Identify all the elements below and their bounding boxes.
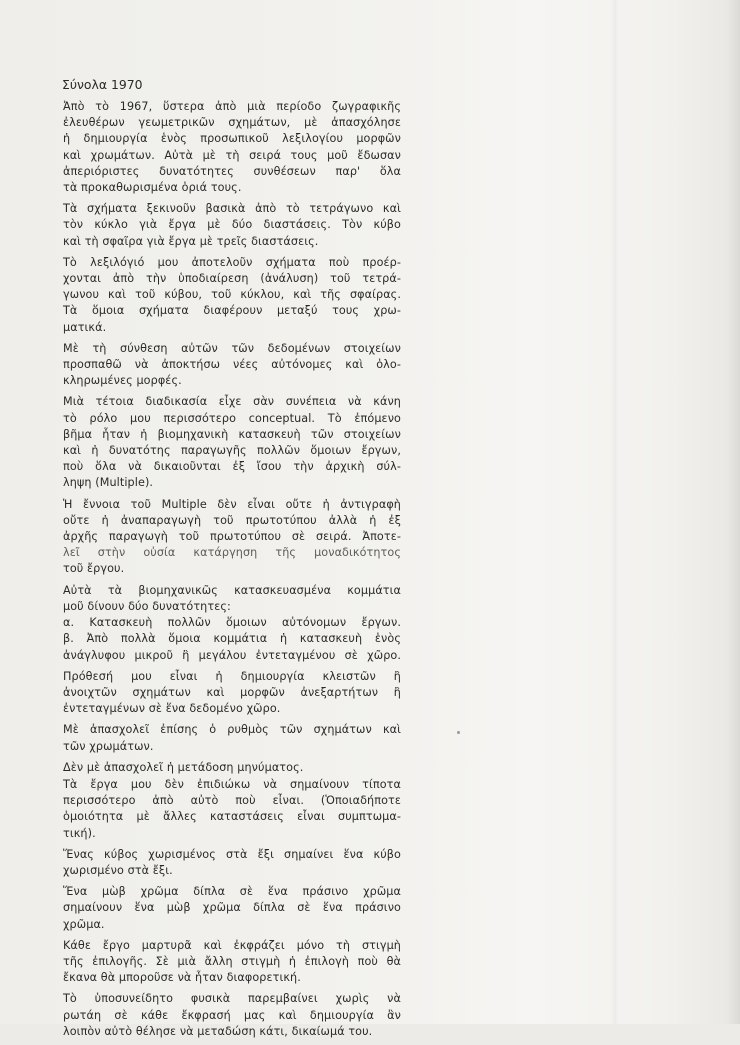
text-line: ματικά. <box>63 320 107 334</box>
list-item: β. Ἀπὸ πολλὰ ὅμοια κομμάτια ἡ κατασκευὴ ἑνὸς <box>63 632 401 646</box>
text-line: οὔτε ἡ ἀναπαραγωγὴ τοῦ πρωτοτύπου ἀλλὰ ἡ ἐξ <box>63 513 401 527</box>
text-line: Αὐτὰ τὰ βιομηχανικῶς κατασκευασμένα κομμάτια <box>63 583 401 597</box>
paragraph <box>63 938 401 987</box>
text-column <box>63 76 401 1045</box>
paragraph <box>63 722 401 754</box>
text-line: ἀνοιχτῶν σχημάτων καὶ μορφῶν ἀνεξαρτήτων ἢ <box>63 685 401 699</box>
paper-speck <box>457 731 460 734</box>
text-line: ὁμοιότητα μὲ ἄλλες καταστάσεις εἶναι συμπτωμα- <box>63 810 401 824</box>
paragraph <box>63 497 401 578</box>
text-line: ποὺ ὅλα νὰ δικαιοῦνται ἐξ ἴσου τὴν ἀρχικὴ σύλ- <box>63 460 401 474</box>
text-line: χονται ἀπὸ τὴν ὑποδιαίρεση (ἀνάλυση) τοῦ τετρά- <box>63 272 401 286</box>
text-line: ἡ δημιουργία ἑνὸς προσωπικοῦ λεξιλογίου μορφῶν <box>63 132 401 146</box>
text-line: περισσότερο ἀπὸ αὐτὸ ποὺ εἶναι. (Ὁποιαδήποτε <box>63 794 401 808</box>
text-line: λοιπὸν αὐτὸ θέλησε νὰ μεταδώση κάτι, δικαίωμά του. <box>63 1024 373 1038</box>
text-line: ἐλευθέρων γεωμετρικῶν σχημάτων, μὲ ἀπασχόλησε <box>63 116 401 130</box>
paragraph <box>63 201 401 250</box>
text-line: ἔκανα θὰ μποροῦσε νὰ ἦταν διαφορετική. <box>63 971 301 985</box>
text-line: Πρόθεσή μου εἶναι ἡ δημιουργία κλειστῶν ἢ <box>63 669 401 683</box>
text-line: Τὰ σχήματα ξεκινοῦν βασικὰ ἀπὸ τὸ τετράγωνο καὶ <box>63 202 401 216</box>
text-line: προσπαθῶ νὰ ἀποκτήσω νέες αὐτόνομες καὶ ὁλο- <box>63 358 401 372</box>
text-line: μοῦ δίνουν δύο δυνατότητες: <box>63 599 231 613</box>
text-line: Τὸ ὑποσυνείδητο φυσικὰ παρεμβαίνει χωρὶς νὰ <box>63 992 401 1006</box>
text-line: Κάθε ἔργο μαρτυρᾶ καὶ ἐκφράζει μόνο τὴ στιγμὴ <box>63 938 401 952</box>
text-line: Ἡ ἔννοια τοῦ Multiple δὲν εἶναι οὔτε ἡ ἀντιγραφὴ <box>63 497 401 511</box>
text-line: χωρισμένο στὰ ἔξι. <box>63 863 173 877</box>
text-line: καὶ τὴ σφαῖρα γιὰ ἔργα μὲ τρεῖς διαστάσεις. <box>63 234 319 248</box>
text-line: ἀνάγλυφου μικροῦ ἢ μεγάλου ἐντεταγμένου σὲ χῶρο. <box>63 648 401 662</box>
text-line: κληρωμένες μορφές. <box>63 374 182 388</box>
paragraph <box>63 777 401 842</box>
text-line: τῆς ἐπιλογῆς. Σὲ μιὰ ἄλλη στιγμὴ ἡ ἐπιλογὴ ποὺ θὰ <box>63 954 401 968</box>
text-line: ληψη (Multiple). <box>63 476 154 490</box>
text-line: ἀπεριόριστες δυνατότητες συνθέσεων παρ' ὅλα <box>63 164 401 178</box>
paragraph <box>63 760 401 776</box>
text-line: ἀρχῆς παραγωγὴ τοῦ πρωτοτύπου σὲ σειρά. Ἀποτε- <box>63 530 401 544</box>
text-line: βῆμα ἦταν ἡ βιομηχανικὴ κατασκευὴ τῶν στοιχείων <box>63 427 401 441</box>
text-line: τῶν χρωμάτων. <box>63 739 154 753</box>
text-line: Μὲ ἀπασχολεῖ ἐπίσης ὁ ρυθμὸς τῶν σχημάτων καὶ <box>63 723 401 737</box>
text-line: ἐντεταγμένων σὲ ἕνα δεδομένο χῶρο. <box>63 702 281 716</box>
text-line: καὶ χρωμάτων. Αὐτὰ μὲ τὴ σειρά τους μοῦ ἔδωσαν <box>63 148 401 162</box>
text-line: ρωτάη σὲ κάθε ἔκφρασή μας καὶ δημιουργία ἂν <box>63 1008 401 1022</box>
text-line: Ἕνα μὼβ χρῶμα δίπλα σὲ ἕνα πράσινο χρῶμα <box>63 885 401 899</box>
text-line: χρῶμα. <box>63 917 105 931</box>
text-line: Δὲν μὲ ἀπασχολεῖ ἡ μετάδοση μηνύματος. <box>63 760 304 774</box>
text-line: Τὸ λεξιλόγιό μου ἀποτελοῦν σχήματα ποὺ προέρ- <box>63 255 401 269</box>
text-line: τὸν κύκλο γιὰ ἔργα μὲ δύο διαστάσεις. Τὸν κύβο <box>63 218 401 232</box>
text-line: Ἕνας κύβος χωρισμένος στὰ ἔξι σημαίνει ἕνα κύβο <box>63 847 401 861</box>
paragraph <box>63 669 401 718</box>
paragraph <box>63 847 401 879</box>
paragraph <box>63 583 401 664</box>
text-line: Τὰ ὅμοια σχήματα διαφέρουν μεταξύ τους χρω- <box>63 304 401 318</box>
text-line: τοῦ ἔργου. <box>63 562 125 576</box>
text-line: Μὲ τὴ σύνθεση αὐτῶν τῶν δεδομένων στοιχείων <box>63 341 401 355</box>
text-line: τὸ ρόλο μου περισσότερο conceptual. Τὸ ἐπόμενο <box>63 411 401 425</box>
paragraph <box>63 394 401 491</box>
text-line: λεῖ στὴν οὐσία κατάργηση τῆς μοναδικότητος <box>63 546 401 560</box>
page-fold-shadow <box>612 0 618 1024</box>
text-line: τική). <box>63 826 96 840</box>
text-line: σημαίνουν ἕνα μὼβ χρῶμα δίπλα σὲ ἕνα πράσινο <box>63 901 401 915</box>
paragraph <box>63 884 401 933</box>
paragraph <box>63 341 401 390</box>
text-line: γωνου καὶ τοῦ κύβου, τοῦ κύκλου, καὶ τῆς σφαίρας. <box>63 288 401 302</box>
paragraph <box>63 99 401 196</box>
text-line: Τὰ ἔργα μου δὲν ἐπιδιώκω νὰ σημαίνουν τίποτα <box>63 777 401 791</box>
text-line: Μιὰ τέτοια διαδικασία εἶχε σὰν συνέπεια νὰ κάνη <box>63 395 401 409</box>
paragraph <box>63 991 401 1040</box>
list-item: α. Κατασκευὴ πολλῶν ὅμοιων αὐτόνομων ἔργων. <box>63 616 401 630</box>
text-line: καὶ ἡ δυνατότης παραγωγῆς πολλῶν ὅμοιων ἔργων, <box>63 444 401 458</box>
document-heading: Σύνολα 1970 <box>62 77 143 92</box>
paragraph <box>63 255 401 336</box>
text-line: τὰ προκαθωρισμένα ὁριά τους. <box>63 181 242 195</box>
page-edge-shadow <box>726 0 740 1024</box>
text-line: Ἀπὸ τὸ 1967, ὕστερα ἀπὸ μιὰ περίοδο ζωγραφικῆς <box>63 100 401 113</box>
